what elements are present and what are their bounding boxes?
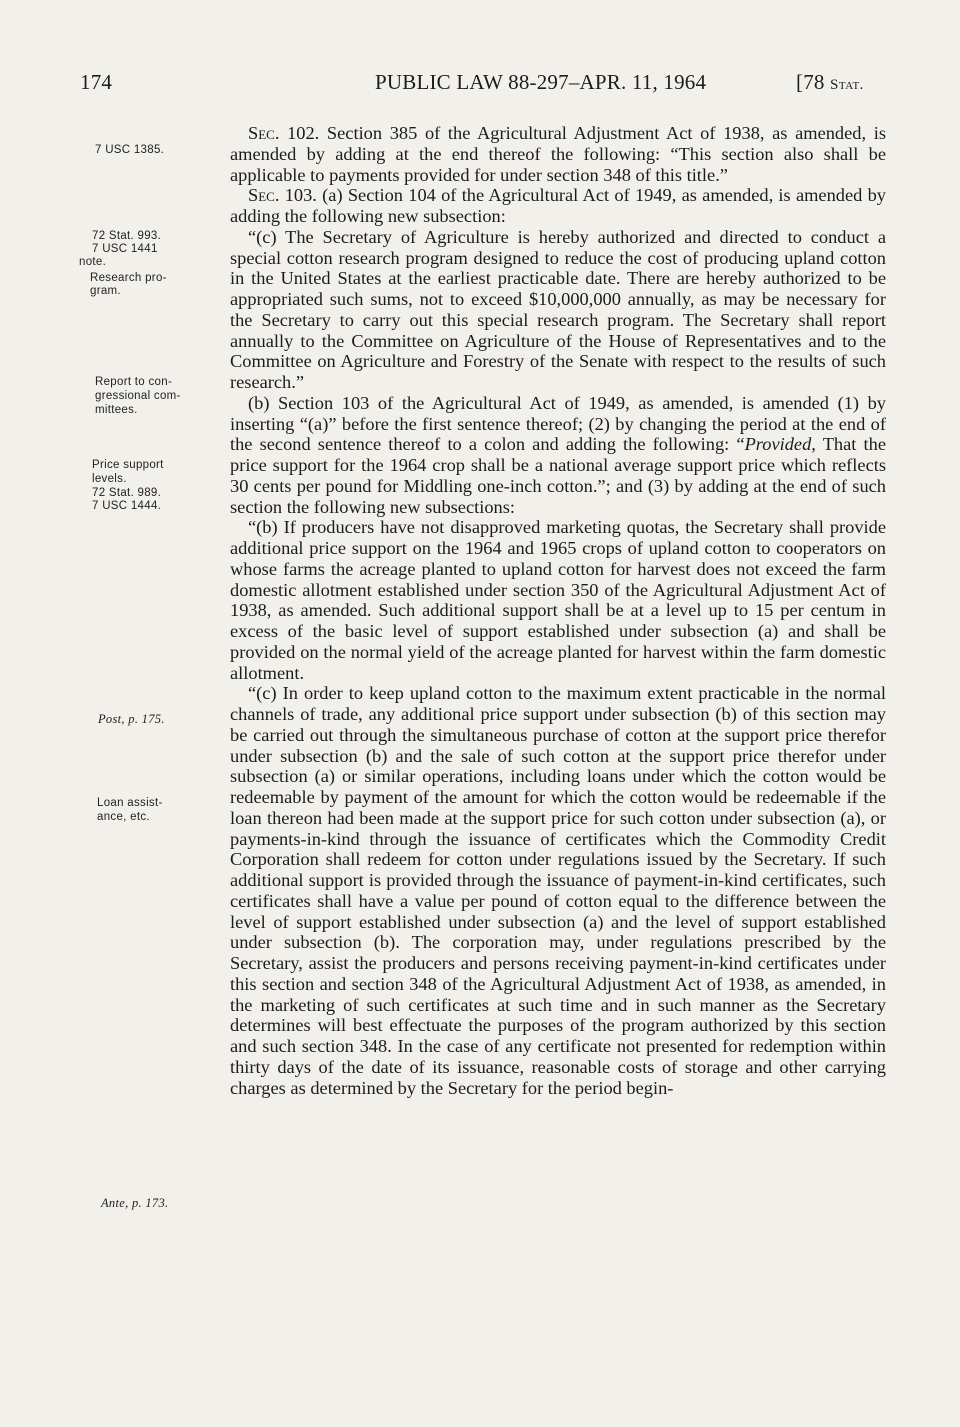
- page-number: 174: [80, 70, 113, 94]
- margin-note-ante-173: Ante, p. 173.: [101, 1196, 169, 1210]
- margin-note-research-1: Research pro-: [90, 272, 167, 284]
- statute-bracket: [78: [796, 70, 831, 94]
- section-103a: Sec. 103. (a) Section 104 of the Agricultural Act of 1949, as amended, is amended by adding the following new subsection:: [230, 185, 886, 226]
- margin-note-loan-2: ance, etc.: [97, 811, 150, 823]
- margin-note-price-2: levels.: [92, 473, 127, 485]
- margin-note-report-2: gressional com-: [95, 390, 181, 402]
- section-103b: (b) Section 103 of the Agricultural Act of 1949, as amended, is amended (1) by inserting “(a)” before the first sentence thereof; (2) by changing the period at the end of the second sentence thereof to a colon and adding the following: “Provided, That the price support for the 1964 crop shall be a national average support price which reflects 30 cents per pound for Middling one-inch cotton.”; and (3) by adding at the end of such section the following new subsections:: [230, 392, 886, 517]
- margin-note-report-1: Report to con-: [95, 376, 173, 388]
- section-102: Sec. 102. Section 385 of the Agricultural Adjustment Act of 1938, as amended, is amended by adding at the end thereof the following: “This section also shall be applicable to payments provided for under section 348 of this title.”: [230, 123, 886, 185]
- margin-note-72-stat-993: 72 Stat. 993.: [92, 230, 162, 242]
- margin-note-usc-1441: 7 USC 1441: [92, 243, 158, 255]
- margin-note-usc-1444: 7 USC 1444.: [92, 500, 162, 512]
- margin-note-usc-1385: 7 USC 1385.: [95, 144, 165, 156]
- statute-text: [230, 123, 886, 1098]
- subsection-c-trade: “(c) In order to keep upland cotton to the maximum extent practicable in the normal channels of trade, any additional price support under subsection (b) of this section may be carried out through the simultaneous purchase of cotton at the support price therefor under subsection (b) and the sale of such cotton at the support price therefor under subsection (a) or similar operations, including loans under which the cotton would be redeemable by payment of the amount for which the cotton would be redeemable if the loan thereon had been made at the support price for such cotton under subsection (a), or payments-in-kind through the issuance of certificates which the Commodity Credit Corporation shall redeem for cotton under regulations issued by the Secretary. If such additional support is provided through the issuance of payment-in-kind certificates, such certificates shall have a value per pound of cotton equal to the difference between the level of support established under subsection (a) and the level of support established under subsection (b). The corporation may, under regulations prescribed by the Secretary, assist the producers and persons receiving payment-in-kind certificates under this section and section 348 of the Agricultural Adjustment Act of 1938, as amended, in the marketing of such certificates at such time and in such manner as the Secretary determines will best effectuate the purposes of the program authorized by this section and such section 348. In the case of any certificate not presented for redemption within thirty days of the date of its issuance, reasonable costs of storage and other carrying charges as determined by the Secretary for the period begin-: [230, 683, 886, 1098]
- margin-note-note: note.: [79, 256, 107, 268]
- margin-note-price-1: Price support: [92, 459, 164, 471]
- statute-word: Stat.: [830, 77, 864, 93]
- margin-note-post-175: Post, p. 175.: [98, 712, 165, 726]
- margin-note-72-stat-989: 72 Stat. 989.: [92, 487, 162, 499]
- subsection-b-price-support: “(b) If producers have not disapproved marketing quotas, the Secretary shall provide additional price support on the 1964 and 1965 crops of upland cotton to cooperators on whose farms the acreage planted to upland cotton for harvest does not exceed the farm domestic allotment established under section 350 of the Agricultural Adjustment Act of 1938, as amended. Such additional support shall be at a level up to 15 per centum in excess of the basic level of support established under subsection (a) and shall be provided on the normal yield of the acreage planted for harvest within the farm domestic allotment.: [230, 517, 886, 683]
- margin-note-report-3: mittees.: [95, 404, 138, 416]
- margin-notes: [0, 0, 215, 1427]
- subsection-c-research: “(c) The Secretary of Agriculture is hereby authorized and directed to conduct a special cotton research program designed to reduce the cost of producing upland cotton in the United States at the earliest practicable date. There are hereby authorized to be appropriated such sums, not to exceed $10,000,000 annually, as may be necessary for the Secretary to carry out this special research program. The Secretary shall report annually to the Committee on Agriculture of the House of Representatives and to the Committee on Agriculture and Forestry of the Senate with respect to the results of such research.”: [230, 226, 886, 392]
- running-title: PUBLIC LAW 88-297–APR. 11, 1964: [375, 70, 707, 94]
- margin-note-loan-1: Loan assist-: [97, 797, 163, 809]
- statute-reference: [796, 70, 864, 95]
- margin-note-research-2: gram.: [90, 285, 121, 297]
